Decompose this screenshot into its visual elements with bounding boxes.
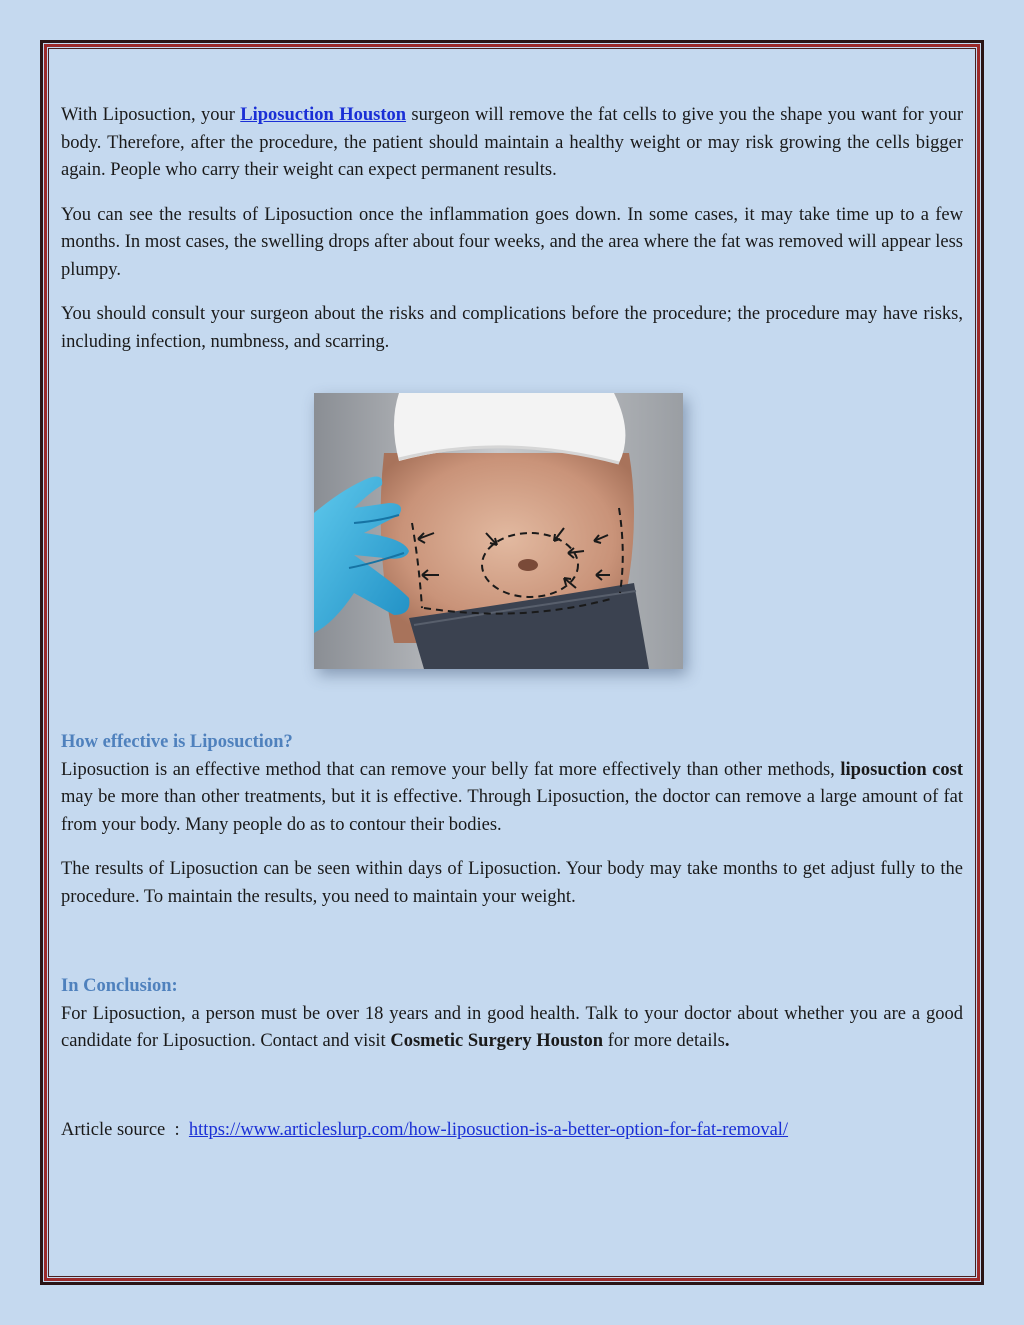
conclusion-paragraph: For Liposuction, a person must be over 18 years and in good health. Talk to your doctor about whether you are a good candidate for Liposuction. Contact and visit Cosmetic Surgery Houston for more details. bbox=[61, 1003, 963, 1051]
conclusion-heading: In Conclusion: bbox=[61, 976, 178, 996]
intro-section bbox=[61, 102, 963, 356]
liposuction-cost-keyword: liposuction cost bbox=[840, 759, 963, 780]
effective-heading: How effective is Liposuction? bbox=[61, 732, 293, 752]
article-source bbox=[61, 1117, 963, 1145]
intro-paragraph-3: You should consult your surgeon about the risks and complications before the procedure; the procedure may have risks, including infection, numbness, and scarring. bbox=[61, 304, 963, 352]
effective-paragraph-2: The results of Liposuction can be seen within days of Liposuction. Your body may take months to get adjust fully to the procedure. To maintain the results, you need to maintain your weight. bbox=[61, 859, 963, 907]
effective-section bbox=[61, 729, 963, 911]
intro-paragraph-2: You can see the results of Liposuction once the inflammation goes down. In some cases, it may take time up to a few months. In most cases, the swelling drops after about four weeks, and the area where the fat was removed will appear less plumpy. bbox=[61, 204, 963, 280]
article-source-label: Article source : bbox=[61, 1120, 189, 1140]
liposuction-houston-link[interactable]: Liposuction Houston bbox=[240, 105, 407, 125]
cosmetic-surgery-houston-keyword: Cosmetic Surgery Houston bbox=[390, 1031, 604, 1051]
effective-paragraph-1: Liposuction is an effective method that can remove your belly fat more effectively than other methods, liposuction cost may be more than other treatments, but it is effective. Through Liposuction, the doctor can remove a large amount of fat from your body. Many people do as to contour their bodies. bbox=[61, 759, 963, 835]
abdomen-marking-illustration bbox=[314, 393, 683, 669]
intro-paragraph-1: With Liposuction, your Liposuction Houston surgeon will remove the fat cells to give you the shape you want for your body. Therefore, after the procedure, the patient should maintain a healthy weight or may risk growing the cells bigger again. People who carry their weight can expect permanent results. bbox=[61, 105, 963, 180]
article-source-link[interactable]: https://www.articleslurp.com/how-liposuction-is-a-better-option-for-fat-removal/ bbox=[188, 1120, 789, 1140]
liposuction-photo bbox=[314, 393, 683, 669]
conclusion-section bbox=[61, 973, 963, 1056]
